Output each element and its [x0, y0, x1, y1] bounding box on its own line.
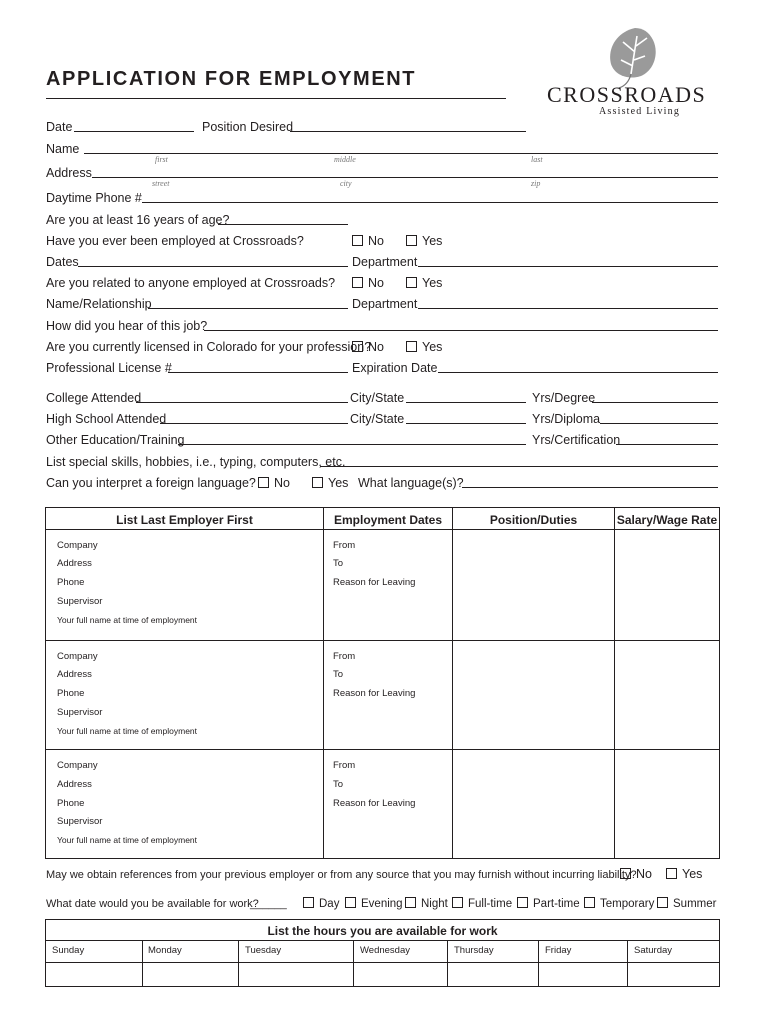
option-day[interactable]: Day [303, 897, 339, 911]
col-divider [353, 940, 354, 986]
form-title: APPLICATION FOR EMPLOYMENT [46, 68, 417, 90]
reason-label: Reason for Leaving [333, 798, 416, 809]
title-underline [46, 98, 506, 99]
addr-city-hint: city [340, 179, 352, 188]
hs-city-field[interactable] [406, 423, 526, 424]
option-full-time[interactable]: Full-time [452, 897, 512, 911]
col-divider [142, 940, 143, 986]
licensed-no-option[interactable]: No [352, 340, 384, 354]
checkbox-icon [303, 897, 314, 908]
references-no-option[interactable]: No [620, 867, 652, 881]
col-divider [323, 508, 324, 858]
col-divider [614, 508, 615, 858]
day-friday: Friday [545, 945, 572, 956]
header-divider [46, 529, 719, 530]
address-field[interactable] [92, 177, 718, 178]
checkbox-icon [345, 897, 356, 908]
header-dates: Employment Dates [333, 513, 443, 527]
interpret-yes-option[interactable]: Yes [312, 476, 348, 490]
company-label: Company [57, 760, 98, 771]
employed-question: Have you ever been employed at Crossroads? [46, 234, 304, 248]
checkbox-icon [312, 477, 323, 488]
college-city-label: City/State [350, 391, 405, 405]
hear-question: How did you hear of this job? [46, 319, 208, 333]
college-label: College Attended [46, 391, 142, 405]
related-no-option[interactable]: No [352, 276, 384, 290]
full-name-label: Your full name at time of employment [57, 615, 198, 625]
checkbox-icon [620, 868, 631, 879]
checkbox-icon [517, 897, 528, 908]
yrs-diploma-field[interactable] [600, 423, 718, 424]
from-label: From [333, 651, 356, 662]
option-temporary[interactable]: Temporary [584, 897, 654, 911]
checkbox-icon [258, 477, 269, 488]
yrs-cert-field[interactable] [616, 444, 718, 445]
yrs-degree-label: Yrs/Degree [532, 391, 596, 405]
licensed-yes-option[interactable]: Yes [406, 340, 442, 354]
language-field[interactable] [462, 487, 718, 488]
full-name-label: Your full name at time of employment [57, 835, 198, 845]
phone-field[interactable] [142, 202, 718, 203]
reason-label: Reason for Leaving [333, 688, 416, 699]
license-label: Professional License # [46, 361, 172, 375]
license-field[interactable] [168, 372, 348, 373]
row-divider [46, 640, 719, 641]
related-question: Are you related to anyone employed at Crossroads? [46, 276, 336, 290]
name-first-hint: first [155, 155, 168, 164]
other-edu-field[interactable] [178, 444, 526, 445]
address-cell-label: Address [57, 779, 92, 790]
col-divider [238, 940, 239, 986]
hours-header-divider [46, 940, 719, 941]
crossroads-logo [545, 26, 720, 118]
checkbox-icon [352, 277, 363, 288]
supervisor-label: Supervisor [57, 816, 103, 827]
option-night[interactable]: Night [405, 897, 448, 911]
age-question: Are you at least 16 years of age? [46, 213, 230, 227]
checkbox-icon [452, 897, 463, 908]
references-yes-option[interactable]: Yes [666, 867, 702, 881]
option-summer[interactable]: Summer [657, 897, 716, 911]
day-thursday: Thursday [454, 945, 494, 956]
checkbox-icon [657, 897, 668, 908]
from-label: From [333, 760, 356, 771]
interpret-question: Can you interpret a foreign language? [46, 476, 256, 490]
col-divider [538, 940, 539, 986]
to-label: To [333, 779, 344, 790]
day-sunday: Sunday [52, 945, 85, 956]
day-saturday: Saturday [634, 945, 673, 956]
col-divider [452, 508, 453, 858]
to-label: To [333, 558, 344, 569]
col-divider [447, 940, 448, 986]
expiration-field[interactable] [438, 372, 718, 373]
department2-label: Department [352, 297, 418, 311]
skills-field[interactable] [320, 466, 718, 467]
checkbox-icon [666, 868, 677, 879]
option-evening[interactable]: Evening [345, 897, 403, 911]
relationship-label: Name/Relationship [46, 297, 152, 311]
phone-cell-label: Phone [57, 798, 85, 809]
college-field[interactable] [136, 402, 348, 403]
company-label: Company [57, 540, 98, 551]
checkbox-icon [406, 235, 417, 246]
other-edu-label: Other Education/Training [46, 433, 185, 447]
checkbox-icon [406, 277, 417, 288]
hours-title: List the hours you are available for work [267, 924, 498, 938]
hours-row-divider [46, 962, 719, 963]
name-field[interactable] [84, 153, 718, 154]
age-field[interactable] [218, 224, 348, 225]
addr-zip-hint: zip [531, 179, 541, 188]
name-last-hint: last [531, 155, 543, 164]
dates-field[interactable] [78, 266, 348, 267]
interpret-no-option[interactable]: No [258, 476, 290, 490]
checkbox-icon [406, 341, 417, 352]
address-label: Address [46, 166, 92, 180]
hear-field[interactable] [204, 330, 718, 331]
skills-label: List special skills, hobbies, i.e., typing, computers, etc. [46, 455, 346, 469]
checkbox-icon [352, 341, 363, 352]
yrs-cert-label: Yrs/Certification [532, 433, 621, 447]
checkbox-icon [584, 897, 595, 908]
phone-cell-label: Phone [57, 577, 85, 588]
brand-name: CROSSROADS [547, 82, 707, 107]
related-yes-option[interactable]: Yes [406, 276, 442, 290]
checkbox-icon [352, 235, 363, 246]
references-question: May we obtain references from your previous employer or from any source that you may furnish without incurring liability? [46, 869, 637, 881]
brand-subtitle: Assisted Living [599, 106, 681, 117]
yrs-degree-field[interactable] [592, 402, 718, 403]
hs-city-label: City/State [350, 412, 405, 426]
supervisor-label: Supervisor [57, 596, 103, 607]
addr-street-hint: street [152, 179, 170, 188]
position-label: Position Desired [202, 120, 294, 134]
to-label: To [333, 669, 344, 680]
name-label: Name [46, 142, 80, 156]
relationship-field[interactable] [148, 308, 348, 309]
date-label: Date [46, 120, 73, 134]
name-middle-hint: middle [334, 155, 356, 164]
company-label: Company [57, 651, 98, 662]
header-salary: Salary/Wage Rate [616, 513, 718, 527]
employed-yes-option[interactable]: Yes [406, 234, 442, 248]
department-label: Department [352, 255, 418, 269]
checkbox-icon [405, 897, 416, 908]
expiration-label: Expiration Date [352, 361, 438, 375]
full-name-label: Your full name at time of employment [57, 726, 198, 736]
licensed-question: Are you currently licensed in Colorado for your profession? [46, 340, 372, 354]
date-field[interactable] [74, 131, 194, 132]
yrs-diploma-label: Yrs/Diploma [532, 412, 601, 426]
from-label: From [333, 540, 356, 551]
phone-label: Daytime Phone # [46, 191, 142, 205]
position-field[interactable] [290, 131, 526, 132]
address-cell-label: Address [57, 558, 92, 569]
language-label: What language(s)? [358, 476, 464, 490]
phone-cell-label: Phone [57, 688, 85, 699]
col-divider [627, 940, 628, 986]
employed-no-option[interactable]: No [352, 234, 384, 248]
reason-label: Reason for Leaving [333, 577, 416, 588]
day-monday: Monday [148, 945, 182, 956]
employer-table [45, 507, 720, 859]
header-position: Position/Duties [489, 513, 578, 527]
availability-date-field[interactable]: ______ [250, 898, 287, 910]
department-field[interactable] [418, 266, 718, 267]
availability-question: What date would you be available for work? [46, 898, 259, 910]
day-wednesday: Wednesday [360, 945, 410, 956]
day-tuesday: Tuesday [245, 945, 282, 956]
address-cell-label: Address [57, 669, 92, 680]
hours-table [45, 919, 720, 987]
row-divider [46, 749, 719, 750]
high-school-field[interactable] [160, 423, 348, 424]
high-school-label: High School Attended [46, 412, 167, 426]
college-city-field[interactable] [406, 402, 526, 403]
option-part-time[interactable]: Part-time [517, 897, 580, 911]
supervisor-label: Supervisor [57, 707, 103, 718]
department2-field[interactable] [418, 308, 718, 309]
header-employer: List Last Employer First [116, 513, 253, 527]
dates-label: Dates [46, 255, 79, 269]
